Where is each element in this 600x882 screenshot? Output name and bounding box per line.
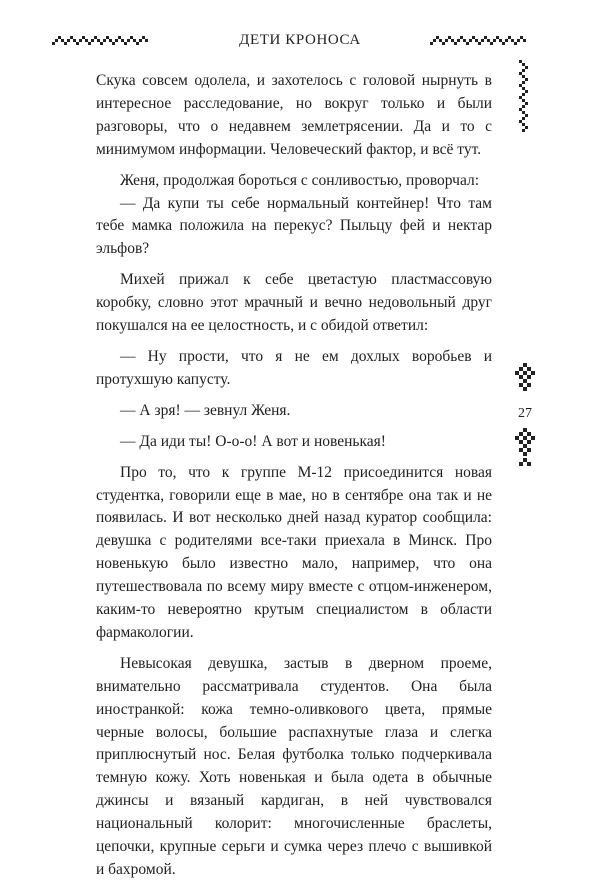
paragraph: — Да купи ты себе нормальный контейнер! Что там тебе мамка положила на перекус? Пыльцу фей и нектар эльфов? [96, 194, 492, 258]
cross-stitch-ornament-top-icon [515, 363, 535, 393]
paragraph: — Да иди ты! О-о-о! А вот и новенькая! [120, 432, 386, 450]
paragraph: Невысокая девушка, застыв в дверном проеме, внимательно рассматривала студентов. Она была иностранкой: кожа темно-оливкового цвета, прямые черные волосы, большие распахнутые глаза и слегка приплюснутый нос. Белая футболка только подчеркивала темную кожу. Хоть новенькая и была одета в обычные джинсы и вязаный кардиган, в ней чувствовался национальный колорит: многочисленные браслеты, цепочки, крупные серьги и сумка через плечо с вышивкой и бахромой. [96, 654, 492, 878]
paragraph: Скука совсем одолела, и захотелось с головой нырнуть в интересное расследование, но вокруг только и были разговоры, что о недавнем землетрясении. Да и то с минимумом информации. Человеческий фактор, и всё тут. [96, 72, 492, 158]
running-title: ДЕТИ КРОНОСА [239, 32, 361, 48]
body-text [96, 70, 492, 882]
zigzag-ornament-vertical-icon [519, 60, 528, 132]
page-number: 27 [518, 406, 532, 421]
cross-stitch-ornament-bottom-icon [515, 428, 535, 468]
paragraph: — А зря! — зевнул Женя. [120, 401, 291, 419]
paragraph: — Ну прости, что я не ем дохлых воробьев и протухшую капусту. [96, 347, 492, 388]
paragraph: Про то, что к группе М-12 присоединится новая студентка, говорили еще в мае, но в сентябре она так и не появилась. И вот несколько дней назад куратор сообщила: девушка с родителями все-таки приехала в Минск. Про новенькую было известно мало, например, что она путешествовала по всему миру вместе с отцом-инженером, каким-то невероятно крутым специалистом в области фармакологии. [96, 463, 492, 641]
paragraph: Женя, продолжая бороться с сонливостью, проворчал: [120, 171, 480, 189]
zigzag-ornament-right-icon [430, 36, 526, 45]
page-header [0, 30, 600, 54]
paragraph: Михей прижал к себе цветастую пластмассовую коробку, словно этот мрачный и вечно недовольный друг покушался на ее целостность, и с обидой ответил: [96, 271, 492, 335]
page-number-block [512, 363, 538, 473]
